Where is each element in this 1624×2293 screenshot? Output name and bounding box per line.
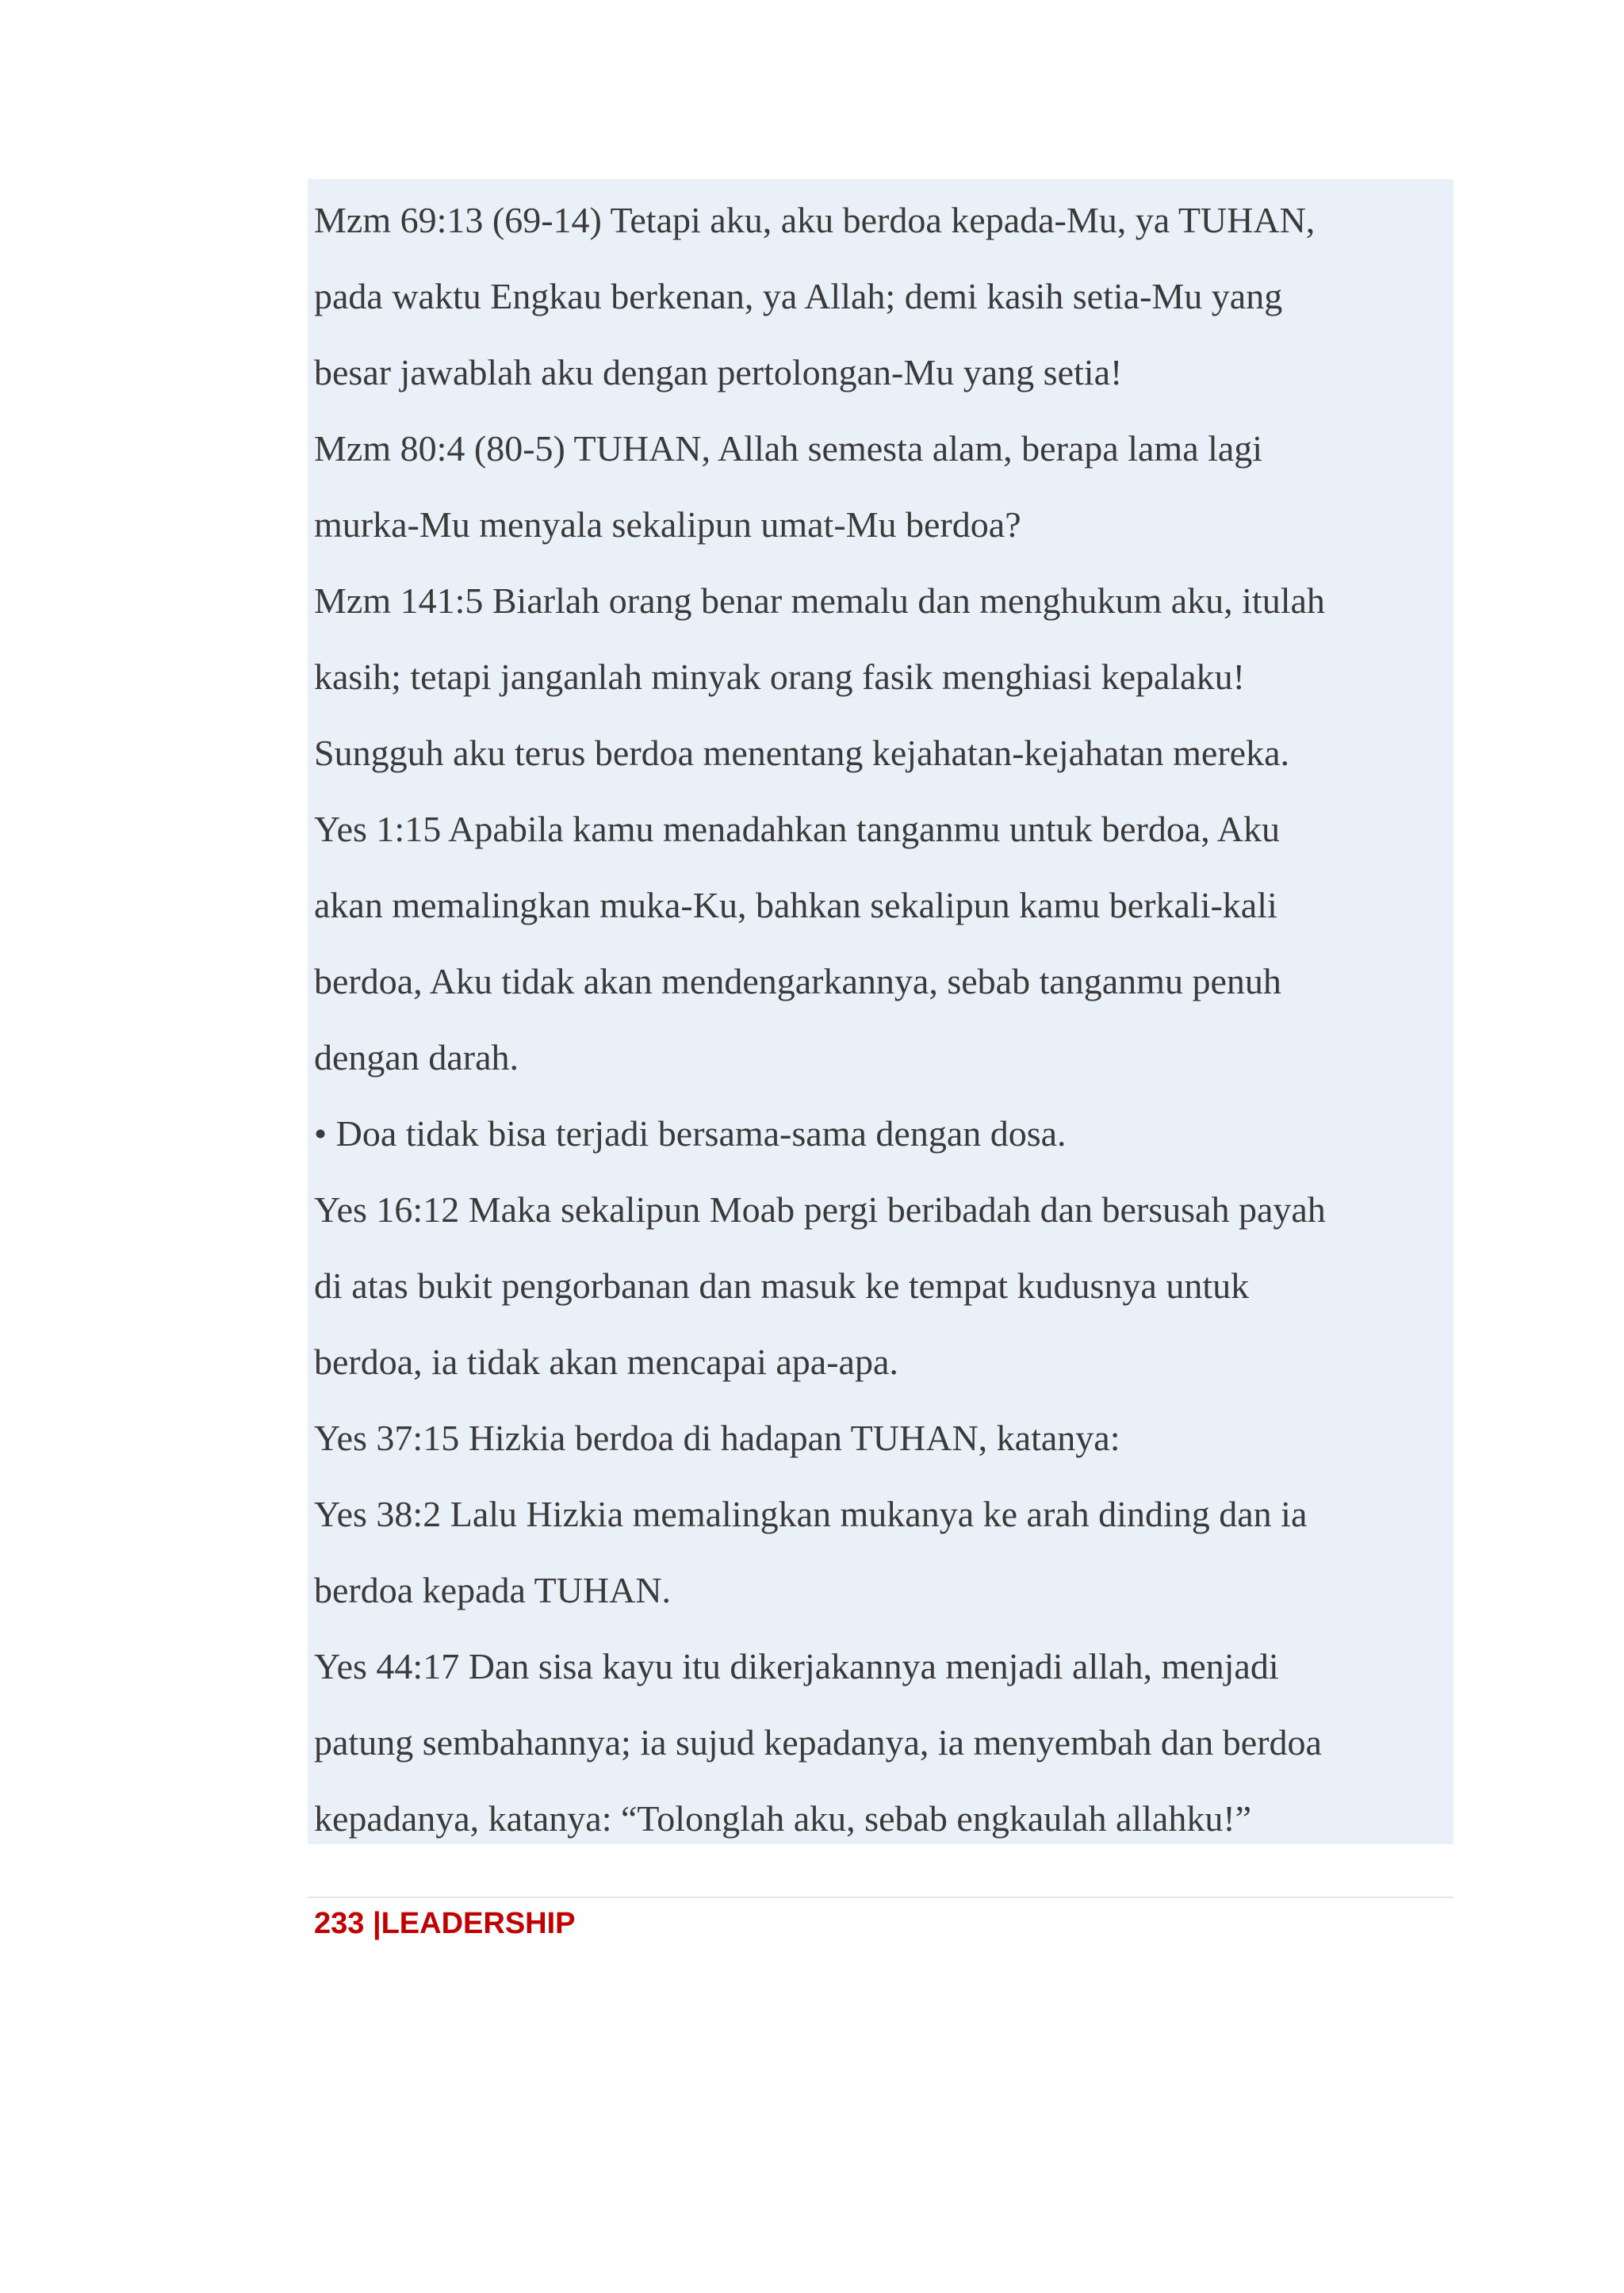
page-footer: 233 |LEADERSHIP <box>314 1907 576 1940</box>
text-line: berdoa, Aku tidak akan mendengarkannya, sebab tanganmu penuh <box>314 961 1281 1001</box>
text-line: kepadanya, katanya: “Tolonglah aku, sebab engkaulah allahku!” <box>314 1798 1252 1839</box>
text-line: Yes 1:15 Apabila kamu menadahkan tanganmu untuk berdoa, Aku <box>314 809 1280 849</box>
footer-divider <box>308 1897 1454 1898</box>
text-line: Yes 38:2 Lalu Hizkia memalingkan mukanya ke arah dinding dan ia <box>314 1494 1308 1534</box>
text-line: Yes 16:12 Maka sekalipun Moab pergi beribadah dan bersusah payah <box>314 1189 1326 1230</box>
text-line: besar jawablah aku dengan pertolongan-Mu yang setia! <box>314 352 1123 392</box>
text-line: kasih; tetapi janganlah minyak orang fasik menghiasi kepalaku! <box>314 657 1245 697</box>
text-line: Yes 37:15 Hizkia berdoa di hadapan TUHAN, katanya: <box>314 1418 1120 1458</box>
text-line: Yes 44:17 Dan sisa kayu itu dikerjakannya menjadi allah, menjadi <box>314 1646 1279 1686</box>
text-line: di atas bukit pengorbanan dan masuk ke tempat kudusnya untuk <box>314 1265 1250 1306</box>
text-line: berdoa kepada TUHAN. <box>314 1570 672 1610</box>
text-line: Sungguh aku terus berdoa menentang kejahatan-kejahatan mereka. <box>314 733 1290 773</box>
highlighted-text-box <box>308 179 1454 1844</box>
text-line: berdoa, ia tidak akan mencapai apa-apa. <box>314 1342 898 1382</box>
text-line: Mzm 80:4 (80-5) TUHAN, Allah semesta alam, berapa lama lagi <box>314 428 1263 469</box>
text-line: Mzm 69:13 (69-14) Tetapi aku, aku berdoa kepada-Mu, ya TUHAN, <box>314 200 1316 240</box>
text-line: akan memalingkan muka-Ku, bahkan sekalipun kamu berkali-kali <box>314 885 1277 925</box>
text-line: dengan darah. <box>314 1037 519 1078</box>
bullet-line: • Doa tidak bisa terjadi bersama-sama dengan dosa. <box>314 1113 1067 1154</box>
text-line: murka-Mu menyala sekalipun umat-Mu berdoa? <box>314 504 1021 545</box>
text-line: patung sembahannya; ia sujud kepadanya, ia menyembah dan berdoa <box>314 1722 1322 1763</box>
text-line: pada waktu Engkau berkenan, ya Allah; demi kasih setia-Mu yang <box>314 276 1283 316</box>
text-line: Mzm 141:5 Biarlah orang benar memalu dan menghukum aku, itulah <box>314 580 1325 621</box>
